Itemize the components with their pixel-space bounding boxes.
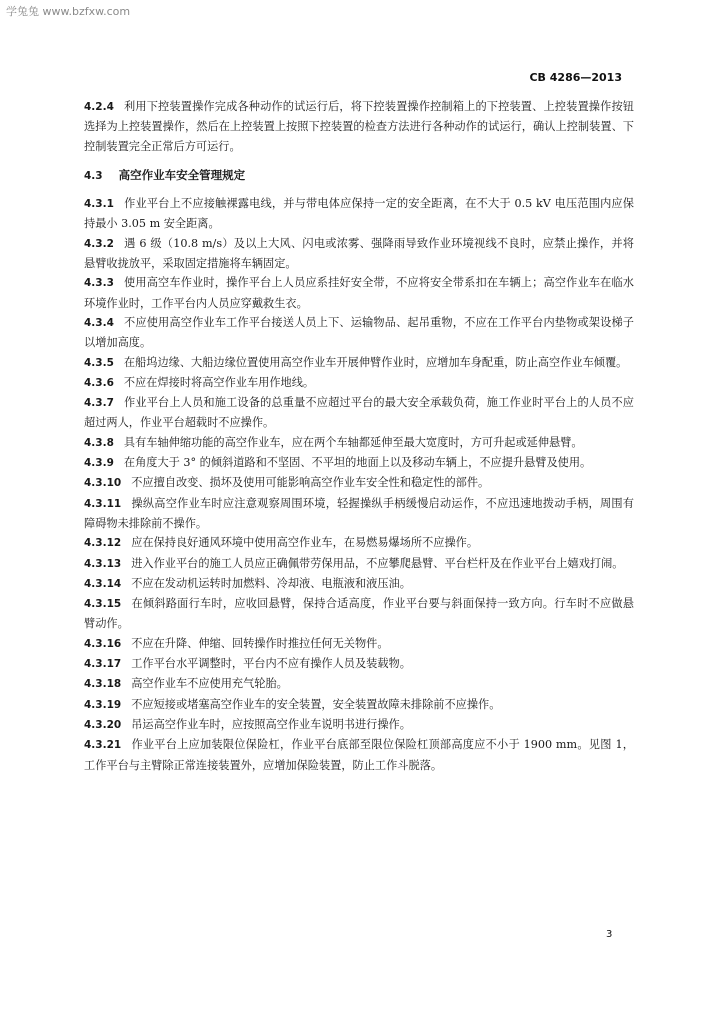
clause-item — [84, 695, 634, 715]
clause-item — [84, 574, 634, 594]
clause-number: 4.3.21 — [84, 739, 122, 752]
clause-item — [84, 594, 634, 634]
clause-item — [84, 715, 634, 735]
clause-4-2-4 — [84, 97, 634, 156]
clause-number: 4.2.4 — [84, 101, 114, 113]
clause-item — [84, 393, 634, 433]
clause-text: 不应短接或堵塞高空作业车的安全装置，安全装置故障未排除前不应操作。 — [131, 697, 501, 711]
clause-number: 4.3.5 — [84, 356, 114, 369]
clause-number: 4.3.13 — [84, 557, 122, 570]
clause-item — [84, 433, 634, 453]
clause-number: 4.3.18 — [84, 678, 122, 691]
clause-text: 吊运高空作业车时，应按照高空作业车说明书进行操作。 — [131, 717, 411, 731]
clause-number: 4.3.8 — [84, 436, 114, 449]
clause-text: 利用下控装置操作完成各种动作的试运行后，将下控装置操作控制箱上的下控装置、上控装置操作按钮选择为上控装置操作，然后在上控装置上按照下控装置的检查方法进行各种动作的试运行，确认上控制装置、下控制装置完全正常后方可运行。 — [84, 100, 634, 153]
clause-text: 操纵高空作业车时应注意观察周围环境，轻握操纵手柄缓慢启动运作，不应迅速地拨动手柄，周围有障碍物未排除前不操作。 — [84, 496, 634, 530]
clause-text: 在倾斜路面行车时，应收回悬臂，保持合适高度，作业平台要与斜面保持一致方向。行车时不应做悬臂动作。 — [84, 597, 634, 631]
clause-item — [84, 473, 634, 493]
clause-number: 4.3.16 — [84, 637, 122, 650]
clause-number: 4.3.6 — [84, 376, 114, 389]
clause-number: 4.3.20 — [84, 718, 122, 731]
clause-number: 4.3.3 — [84, 277, 114, 290]
clause-list — [84, 194, 634, 775]
document-body — [84, 97, 634, 775]
clause-text: 高空作业车不应使用充气轮胎。 — [131, 677, 288, 691]
clause-number: 4.3.4 — [84, 316, 114, 329]
clause-item — [84, 634, 634, 654]
clause-text: 不应使用高空作业车工作平台接送人员上下、运输物品、起吊重物，不应在工作平台内垫物或架设梯子以增加高度。 — [84, 315, 634, 350]
clause-number: 4.3.15 — [84, 598, 122, 611]
clause-text: 作业平台上应加装限位保险杠，作业平台底部至限位保险杠顶部高度应不小于 1900 mm。见图 1，工作平台与主臂除正常连接装置外，应增加保险装置，防止工作斗脱落。 — [84, 738, 634, 772]
page-number: 3 — [606, 929, 613, 940]
clause-item — [84, 735, 634, 775]
clause-text: 不应擅自改变、损坏及使用可能影响高空作业车安全性和稳定性的部件。 — [131, 476, 490, 490]
clause-text: 在角度大于 3° 的倾斜道路和不坚固、不平坦的地面上以及移动车辆上，不应提升悬臂及使用。 — [123, 456, 592, 470]
clause-item — [84, 494, 634, 534]
clause-text: 在船坞边缘、大船边缘位置使用高空作业车开展伸臂作业时，应增加车身配重，防止高空作业车倾覆。 — [123, 355, 628, 369]
clause-item — [84, 554, 634, 574]
clause-item — [84, 654, 634, 674]
clause-text: 不应在升降、伸缩、回转操作时推拉任何无关物件。 — [131, 636, 389, 650]
section-number: 4.3 — [84, 169, 103, 182]
clause-text: 遇 6 级（10.8 m/s）及以上大风、闪电或浓雾、强降雨导致作业环境视线不良时，应禁止操作，并将悬臂收拢放平，采取固定措施将车辆固定。 — [84, 236, 634, 271]
clause-number: 4.3.1 — [84, 198, 114, 211]
clause-number: 4.3.9 — [84, 457, 114, 470]
clause-item — [84, 273, 634, 313]
clause-text: 工作平台水平调整时，平台内不应有操作人员及装载物。 — [131, 657, 411, 671]
watermark-text: 学兔兔 www.bzfxw.com — [6, 5, 131, 18]
clause-text: 不应在发动机运转时加燃料、冷却液、电瓶液和液压油。 — [131, 576, 411, 590]
clause-number: 4.3.10 — [84, 477, 122, 490]
clause-item — [84, 674, 634, 694]
clause-text: 使用高空车作业时，操作平台上人员应系挂好安全带，不应将安全带系扣在车辆上；高空作业车在临水环境作业时，工作平台内人员应穿戴救生衣。 — [84, 276, 634, 310]
clause-item — [84, 373, 634, 393]
clause-number: 4.3.2 — [84, 237, 114, 250]
clause-text: 具有车轴伸缩功能的高空作业车，应在两个车轴都延伸至最大宽度时，方可升起或延伸悬臂。 — [123, 435, 583, 449]
clause-item — [84, 234, 634, 274]
clause-item — [84, 313, 634, 353]
section-title: 高空作业车安全管理规定 — [118, 167, 246, 182]
clause-text: 应在保持良好通风环境中使用高空作业车，在易燃易爆场所不应操作。 — [131, 536, 479, 550]
clause-item — [84, 353, 634, 373]
clause-number: 4.3.14 — [84, 577, 122, 590]
clause-number: 4.3.11 — [84, 497, 122, 510]
clause-text: 作业平台上不应接触裸露电线，并与带电体应保持一定的安全距离，在不大于 0.5 kV 电压范围内应保持最小 3.05 m 安全距离。 — [84, 197, 634, 231]
section-heading — [84, 166, 634, 186]
clause-item — [84, 533, 634, 553]
clause-number: 4.3.19 — [84, 698, 122, 711]
clause-number: 4.3.17 — [84, 658, 122, 671]
clause-text: 进入作业平台的施工人员应正确佩带劳保用品，不应攀爬悬臂、平台栏杆及在作业平台上嬉戏打闹。 — [131, 556, 624, 570]
clause-item — [84, 453, 634, 473]
clause-text: 不应在焊接时将高空作业车用作地线。 — [123, 375, 315, 389]
clause-number: 4.3.7 — [84, 397, 114, 410]
clause-item — [84, 194, 634, 234]
clause-number: 4.3.12 — [84, 537, 122, 550]
standard-code: CB 4286—2013 — [529, 71, 622, 84]
clause-text: 作业平台上人员和施工设备的总重量不应超过平台的最大安全承载负荷，施工作业时平台上的人员不应超过两人，作业平台超载时不应操作。 — [84, 396, 634, 430]
